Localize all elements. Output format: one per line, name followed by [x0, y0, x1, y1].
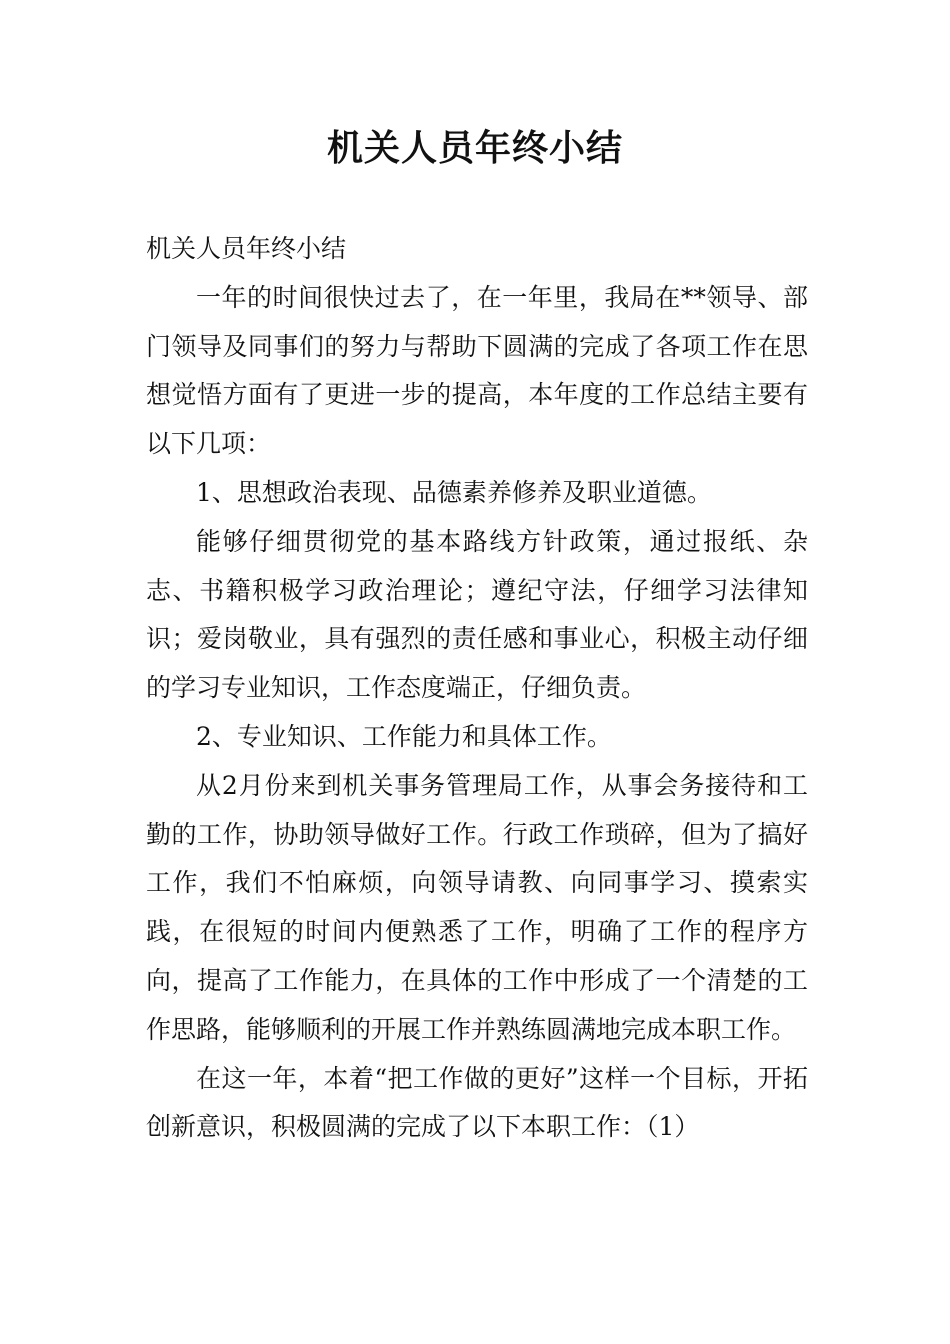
body-paragraph: 从2月份来到机关事务管理局工作，从事会务接待和工勤的工作，协助领导做好工作。行政工作琐碎，但为了搞好工作，我们不怕麻烦，向领导请教、向同事学习、摸索实践，在很短的时间内便熟悉了工作，明确了工作的程序方向，提高了工作能力，在具体的工作中形成了一个清楚的工作思路，能够顺利的开展工作并熟练圆满地完成本职工作。 — [146, 770, 808, 1044]
document-title: 机关人员年终小结 — [326, 128, 623, 169]
body-paragraph: 能够仔细贯彻党的基本路线方针政策，通过报纸、杂志、书籍积极学习政治理论；遵纪守法，仔细学习法律知识；爱岗敬业，具有强烈的责任感和事业心，积极主动仔细的学习专业知识，工作态度端正，仔细负责。 — [146, 526, 808, 703]
body-paragraph: 一年的时间很快过去了，在一年里，我局在**领导、部门领导及同事们的努力与帮助下圆满的完成了各项工作在思想觉悟方面有了更进一步的提高，本年度的工作总结主要有以下几项： — [146, 282, 808, 459]
section-heading-2: 2、专业知识、工作能力和具体工作。 — [196, 721, 612, 751]
document-body — [146, 225, 808, 1152]
body-paragraph: 在这一年，本着“把工作做的更好”这样一个目标，开拓创新意识，积极圆满的完成了以下本职工作：（1） — [146, 1063, 808, 1142]
body-paragraph-heading: 机关人员年终小结 — [146, 234, 347, 263]
section-heading-1: 1、思想政治表现、品德素养修养及职业道德。 — [196, 477, 712, 507]
